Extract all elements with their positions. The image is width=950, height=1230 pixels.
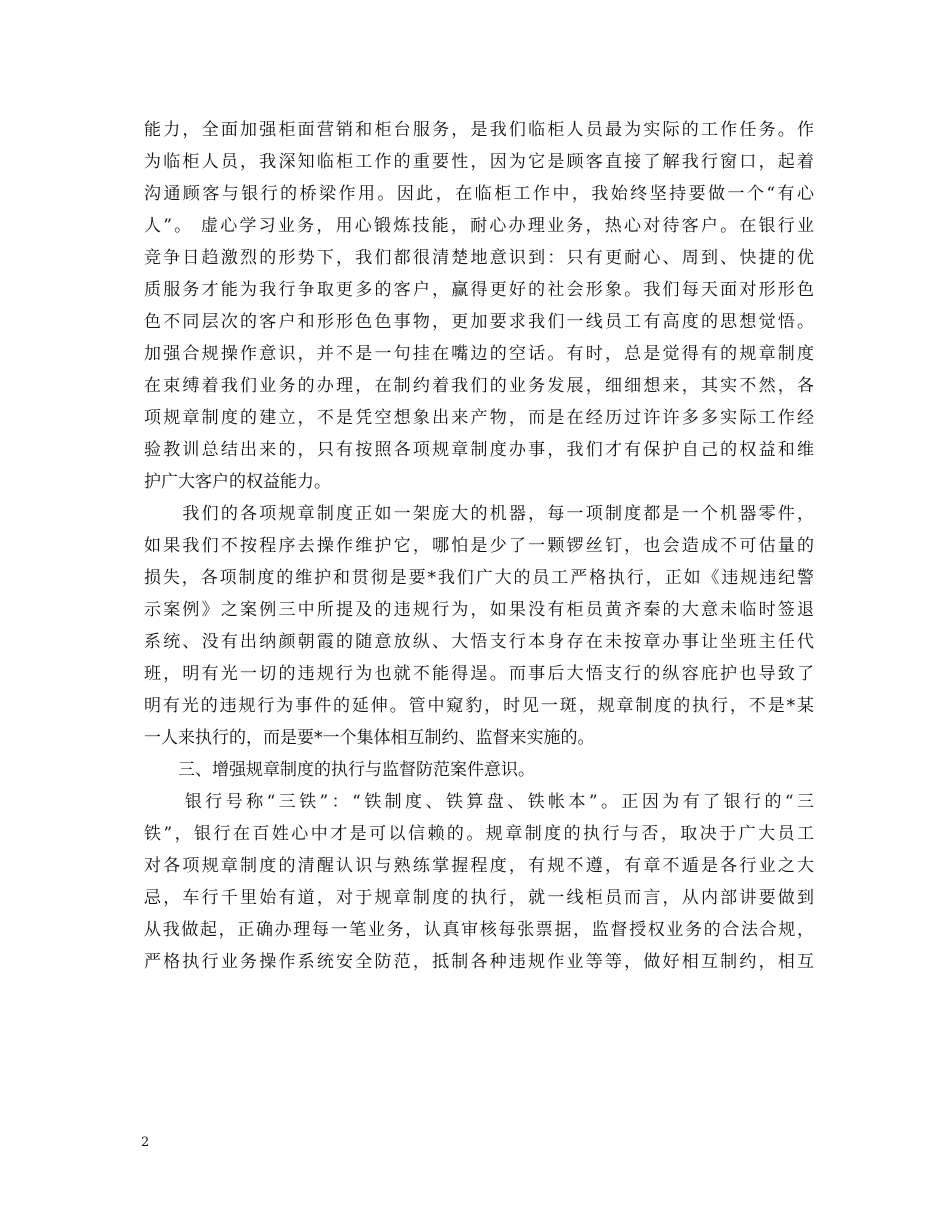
text-line: 严格执行业务操作系统安全防范，抵制各种违规作业等等，做好相互制约，相互 — [144, 952, 814, 972]
body-text — [144, 114, 814, 978]
text-line: 加强合规操作意识，并不是一句挂在嘴边的空话。有时，总是觉得有的规章制度 — [144, 344, 814, 364]
text-line: 能力，全面加强柜面营销和柜台服务，是我们临柜人员最为实际的工作任务。作 — [144, 120, 814, 140]
text-line: 铁”，银行在百姓心中才是可以信赖的。规章制度的执行与否，取决于广大员工 — [144, 824, 814, 844]
text-line: 从我做起，正确办理每一笔业务，认真审核每张票据，监督授权业务的合法合规， — [144, 920, 814, 940]
text-line: 银行号称“三铁”：“铁制度、铁算盘、铁帐本”。正因为有了银行的“三 — [144, 792, 814, 812]
text-line: 沟通顾客与银行的桥梁作用。因此，在临柜工作中，我始终坚持要做一个“有心 — [144, 184, 814, 204]
text-line: 质服务才能为我行争取更多的客户，赢得更好的社会形象。我们每天面对形形色 — [144, 280, 814, 300]
page-number: 2 — [141, 1135, 150, 1150]
text-line: 示案例》之案例三中所提及的违规行为，如果没有柜员黄齐秦的大意未临时签退 — [144, 600, 814, 620]
text-line: 忌，车行千里始有道，对于规章制度的执行，就一线柜员而言，从内部讲要做到 — [144, 888, 814, 908]
text-line: 损失，各项制度的维护和贯彻是要*我们广大的员工严格执行，正如《违规违纪警 — [144, 568, 814, 588]
text-line: 为临柜人员，我深知临柜工作的重要性，因为它是顾客直接了解我行窗口，起着 — [144, 152, 814, 172]
text-line: 色不同层次的客户和形形色色事物，更加要求我们一线员工有高度的思想觉悟。 — [144, 312, 814, 332]
text-line: 我们的各项规章制度正如一架庞大的机器，每一项制度都是一个机器零件， — [144, 504, 814, 524]
text-line: 一人来执行的，而是要*一个集体相互制约、监督来实施的。 — [144, 728, 595, 748]
text-line: 验教训总结出来的，只有按照各项规章制度办事，我们才有保护自己的权益和维 — [144, 440, 814, 460]
text-line: 班，明有光一切的违规行为也就不能得逞。而事后大悟支行的纵容庇护也导致了 — [144, 664, 814, 684]
text-line: 人”。 虚心学习业务，用心锻炼技能，耐心办理业务，热心对待客户。在银行业 — [144, 216, 814, 236]
text-line: 项规章制度的建立，不是凭空想象出来产物，而是在经历过许许多多实际工作经 — [144, 408, 814, 428]
text-line: 如果我们不按程序去操作维护它，哪怕是少了一颗锣丝钉，也会造成不可估量的 — [144, 536, 814, 556]
text-line: 三、增强规章制度的执行与监督防范案件意识。 — [144, 760, 535, 780]
text-line: 明有光的违规行为事件的延伸。管中窥豹，时见一斑，规章制度的执行，不是*某 — [144, 696, 814, 716]
text-line: 系统、没有出纳颜朝霞的随意放纵、大悟支行本身存在未按章办事让坐班主任代 — [144, 632, 814, 652]
text-line: 护广大客户的权益能力。 — [144, 472, 331, 492]
text-line: 竞争日趋激烈的形势下，我们都很清楚地意识到：只有更耐心、周到、快捷的优 — [144, 248, 814, 268]
text-line: 对各项规章制度的清醒认识与熟练掌握程度，有规不遵，有章不遁是各行业之大 — [144, 856, 814, 876]
text-line: 在束缚着我们业务的办理，在制约着我们的业务发展，细细想来，其实不然，各 — [144, 376, 814, 396]
